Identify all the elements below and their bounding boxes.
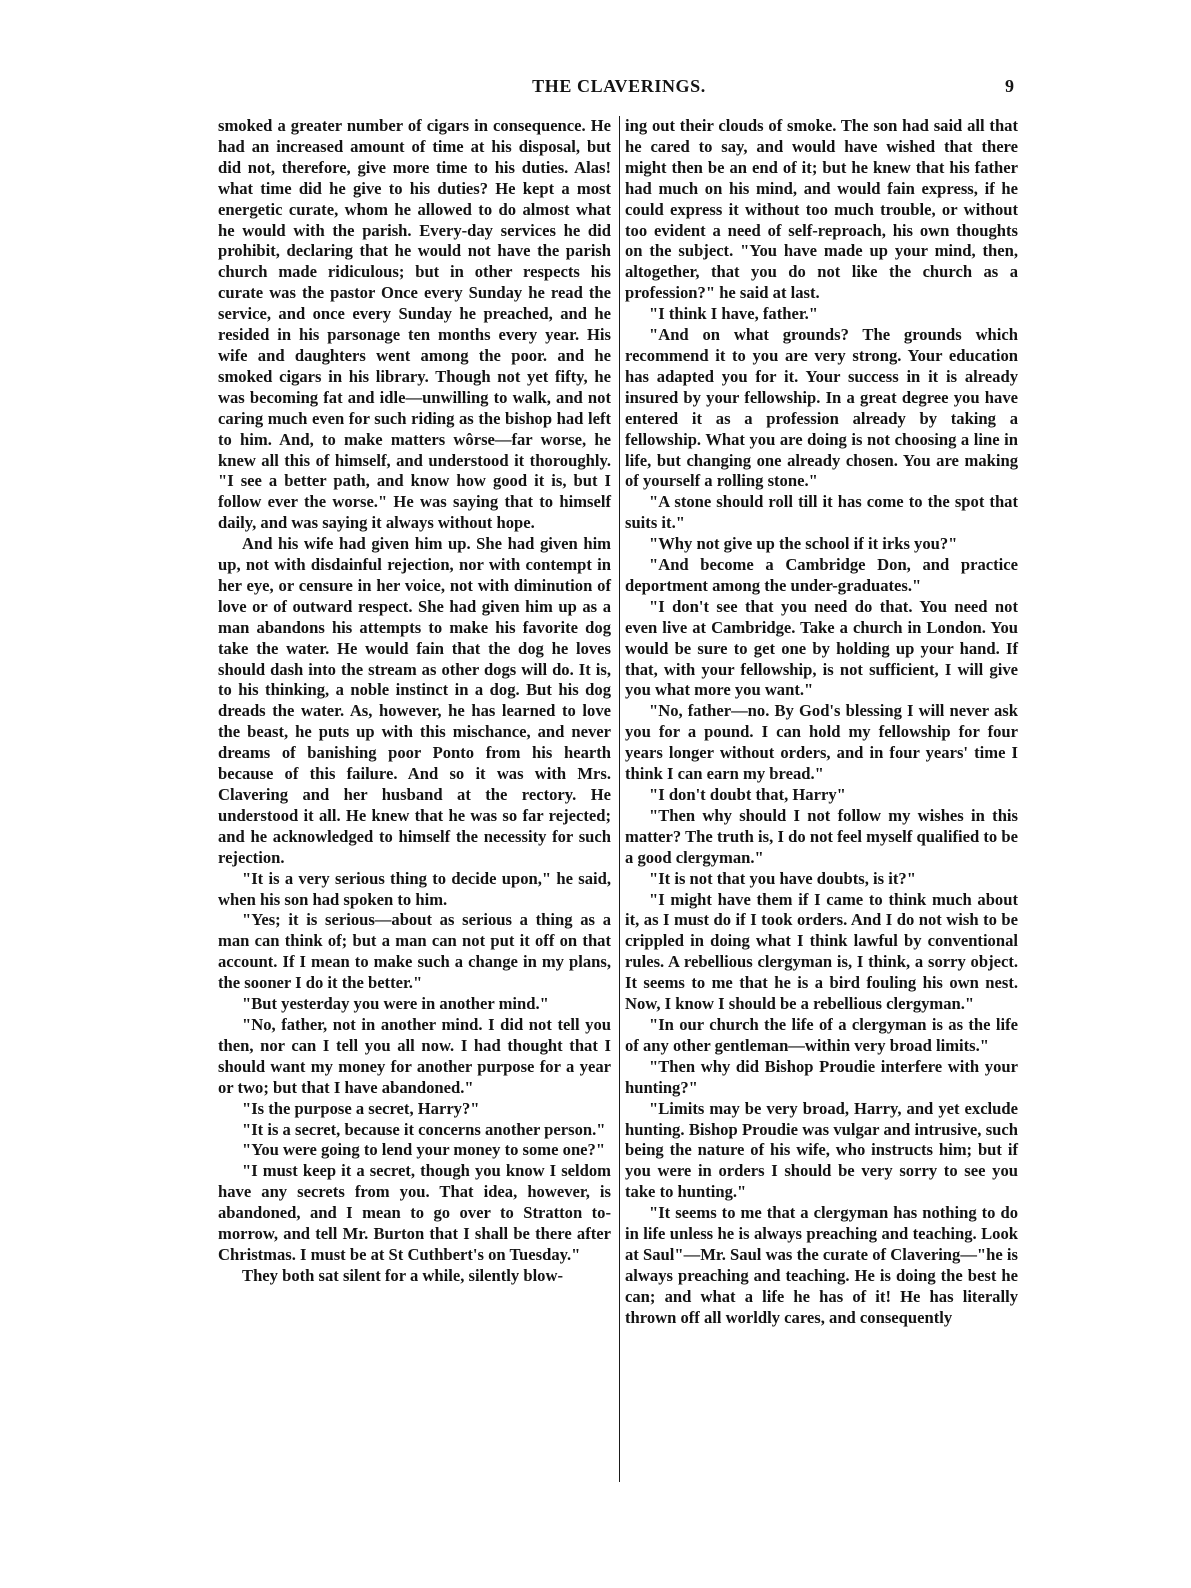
running-title: THE CLAVERINGS. [532,76,706,96]
paragraph: "And become a Cambridge Don, and practice deportment among the under-graduates." [625,555,1018,595]
paragraph: And his wife had given him up. She had given him up, not with disdainful rejection, nor with contempt in her eye, or censure in her voice, not with diminution of love or of outward respect. She had given him up as a man abandons his attempts to make his favorite dog take the water. He would fain that the dog he loves should dash into the stream as other dogs will do. It is, to his thinking, a noble instinct in a dog. But his dog dreads the water. As, however, he has learned to love the beast, he puts up with this mischance, and never dreams of banishing poor Ponto from his hearth because of this failure. And so it was with Mrs. Clavering and her husband at the rectory. He understood it all. He knew that he was so far rejected; and he acknowledged to himself the necessity for such rejection. [218,534,611,867]
paragraph: "It seems to me that a clergyman has nothing to do in life unless he is always preaching and teaching. Look at Saul"—Mr. Saul was the curate of Clavering—"he is always preaching and teaching. He is doing the best he can; and what a life he has of it! He has literally thrown off all worldly cares, and consequently [625,1203,1018,1327]
paragraph: "Then why should I not follow my wishes in this matter? The truth is, I do not feel myself qualified to be a good clergyman." [625,805,1018,867]
paragraph: "I must keep it a secret, though you know I seldom have any secrets from you. That idea, however, is abandoned, and I mean to go over to Stratton to-morrow, and tell Mr. Burton that I shall be there after Christmas. I must be at St Cuthbert's on Tuesday." [218,1161,611,1264]
paragraph: "I might have them if I came to think much about it, as I must do if I took orders. And I do not wish to be crippled in doing what I think lawful by conventional rules. A rebellious clergyman is, I think, a sorry object. It seems to me that he is a bird fouling his own nest. Now, I know I should be a rebellious clergyman." [625,889,1018,1014]
paragraph: "You were going to lend your money to some one?" [242,1140,606,1160]
paragraph: "It is not that you have doubts, is it?" [649,868,916,888]
paragraph: "Yes; it is serious—about as serious a thing as a man can think of; but a man can not put it off on that account. If I mean to make such a change in my plans, the sooner I do it the better." [218,910,611,993]
paragraph: "Why not give up the school if it irks you?" [649,534,958,554]
paragraph: "I think I have, father." [649,304,819,324]
left-column [218,116,611,1287]
paragraph: "I don't doubt that, Harry" [649,785,846,804]
paragraph: "Is the purpose a secret, Harry?" [242,1098,480,1118]
paragraph: "In our church the life of a clergyman is as the life of any other gentleman—within very broad limits." [625,1014,1018,1055]
paragraph: "Limits may be very broad, Harry, and yet exclude hunting. Bishop Proudie was vulgar and intrusive, such being the nature of his wife, who instructs him; but if you were in orders I should be very sorry to see you take to hunting." [625,1098,1018,1202]
page-number: 9 [1005,76,1014,96]
paragraph: "It is a secret, because it concerns another person." [242,1119,606,1139]
paragraph: "A stone should roll till it has come to the spot that suits it." [625,492,1018,533]
paragraph: "I don't see that you need do that. You need not even live at Cambridge. Take a church in London. You would be sure to get one by holding up your hand. If that, with your fellowship, is not sufficient, I will give you what more you want." [625,596,1018,700]
paragraph: smoked a greater number of cigars in consequence. He had an increased amount of time at his disposal, but did not, therefore, give more time to his duties. Alas! what time did he give to his duties? He kept a most energetic curate, whom he allowed to do almost what he would with the parish. Every-day services he did prohibit, declaring that he would not have the parish church made ridiculous; but in other respects his curate was the pastor Once every Sunday he read the service, and once every Sunday he preached, and he resided in his parsonage ten months every year. His wife and daughters went among the poor. and he smoked cigars in his library. Though not yet fifty, he was becoming fat and idle—unwilling to walk, and not caring much even for such riding as the bishop had left to him. And, to make matters wôrse—far worse, he knew all this of himself, and understood it thoroughly. "I see a better path, and know how good it is, but I follow ever the worse." He was saying that to himself daily, and was saying it always without hope. [218,116,611,533]
right-column [625,116,1018,1329]
paragraph: "Then why did Bishop Proudie interfere with your hunting?" [625,1056,1018,1097]
paragraph: "And on what grounds? The grounds which recommend it to you are very strong. Your education has adapted you for it. Your success in it is already insured by your fellowship. In a great degree you have entered it as a profession already by taking a fellowship. What you are doing is not choosing a line in life, but changing one already chosen. You are making of yourself a rolling stone." [625,325,1018,491]
paragraph: "No, father—no. By God's blessing I will never ask you for a pound. I can hold my fellowship for four years longer without orders, and in four years' time I think I can earn my bread." [625,701,1018,784]
paragraph: "No, father, not in another mind. I did not tell you then, nor can I tell you all now. I had thought that I should want my money for another purpose for a year or two; but that I have abandoned." [218,1014,611,1097]
paragraph: "But yesterday you were in another mind." [242,994,549,1014]
paragraph: They both sat silent for a while, silently blow- [242,1265,563,1285]
paragraph: ing out their clouds of smoke. The son had said all that he cared to say, and would have wished that there might then be an end of it; but he knew that his father had much on his mind, and would fain express, if he could express it without too much trouble, or without too evident a need of self-reproach, his own thoughts on the subject. "You have made up your mind, then, altogether, that you do not like the church as a profession?" he said at last. [625,116,1018,303]
page-header [218,76,1020,106]
column-divider [619,116,620,1482]
paragraph: "It is a very serious thing to decide upon," he said, when his son had spoken to him. [218,868,611,909]
